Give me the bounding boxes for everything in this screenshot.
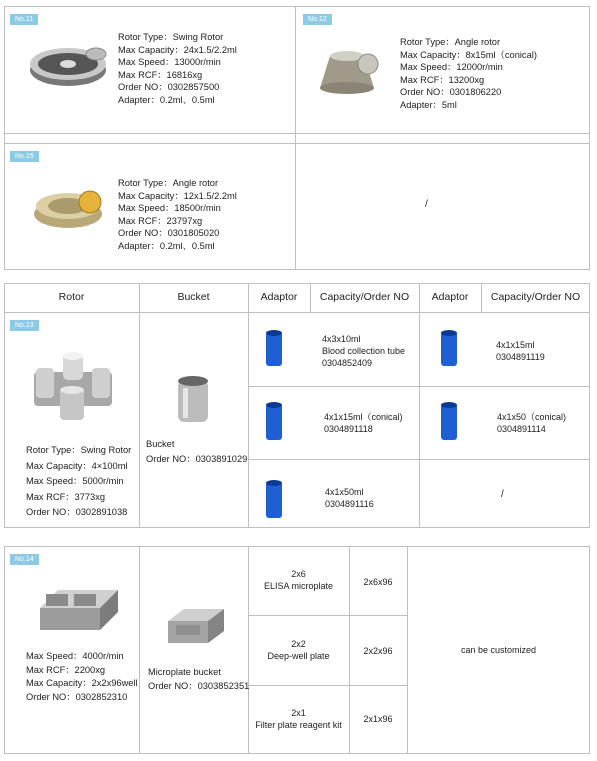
empty-slot: / xyxy=(425,199,428,210)
adaptor-capacity xyxy=(325,486,374,510)
divider xyxy=(419,283,420,528)
spec-line: Rotor Type：Angle rotor xyxy=(118,178,219,188)
swing-rotor-24-image xyxy=(28,40,108,90)
spec-line: Max Speed：18500r/min xyxy=(118,203,221,213)
blue-adaptor-icon xyxy=(264,400,284,442)
bucket-specs xyxy=(146,437,247,467)
plate-name: Filter plate reagent kit xyxy=(255,720,342,730)
rotor-14-specs xyxy=(26,650,138,704)
spec-line: Rotor Type：Swing Rotor xyxy=(26,445,132,455)
plate-name: Deep-well plate xyxy=(267,651,330,661)
divider xyxy=(248,459,590,460)
spec-line: Order NO：0302852310 xyxy=(26,691,128,702)
spec-line: Rotor Type：Swing Rotor xyxy=(118,32,224,42)
rotor-12-specs xyxy=(400,36,537,111)
capacity-line: 4x1x15ml（conical) xyxy=(324,412,403,422)
rotor-11-specs xyxy=(118,31,237,106)
divider xyxy=(248,386,590,387)
order-line: 0304891114 xyxy=(497,424,546,434)
rotor-13-badge: No.13 xyxy=(10,320,39,331)
adaptor-capacity xyxy=(324,411,403,435)
spec-line: Adapter：0.2ml、0.5ml xyxy=(118,240,215,251)
adaptor-capacity xyxy=(496,339,545,363)
adaptor-capacity xyxy=(322,333,405,369)
blue-adaptor-icon xyxy=(439,400,459,442)
capacity-line: 4x3x10ml xyxy=(322,334,361,344)
spec-line: Max Speed：4000r/min xyxy=(26,651,124,661)
spec-line: Max Speed：13000r/min xyxy=(118,57,221,67)
divider xyxy=(139,283,140,528)
rotor-12-badge: No.12 xyxy=(303,14,332,25)
header-adaptor: Adaptor xyxy=(260,291,298,303)
microplate-bucket-specs xyxy=(148,665,249,693)
divider xyxy=(248,283,249,528)
header-capacity: Capacity/Order NO xyxy=(490,291,581,303)
plate-count: 2x6 xyxy=(291,569,306,579)
order-line: 0304852409 xyxy=(322,358,373,368)
spec-line: Max Capacity：2x2x96well xyxy=(26,678,138,688)
spec-line: Max RCF：23797xg xyxy=(118,215,203,226)
capacity-line: Blood collection tube xyxy=(322,346,406,356)
bucket-name: Microplate bucket xyxy=(148,667,221,677)
blue-adaptor-icon xyxy=(264,328,284,368)
bucket-order: Order NO：0303891029 xyxy=(146,454,248,464)
bucket-image xyxy=(175,374,211,424)
plate-count: 2x1 xyxy=(291,708,306,718)
plate-capacity: 2x6x96 xyxy=(363,577,393,587)
header-rotor: Rotor xyxy=(58,291,85,303)
rotor-11-badge: No.11 xyxy=(10,14,38,25)
capacity-line: 4x1x50（conical) xyxy=(497,412,567,422)
divider xyxy=(4,133,590,134)
angle-rotor-12-image xyxy=(30,182,106,232)
capacity-line: 4x1x15ml xyxy=(496,340,535,350)
angle-rotor-8-image xyxy=(312,42,382,94)
header-bucket: Bucket xyxy=(177,291,210,303)
plate-rotor-image xyxy=(36,584,122,634)
order-line: 0304891119 xyxy=(496,352,545,362)
spec-line: Max Speed：5000r/min xyxy=(26,476,124,486)
spec-line: Max RCF：3773xg xyxy=(26,491,106,502)
spec-line: Rotor Type：Angle rotor xyxy=(400,37,501,47)
spec-line: Max Capacity：12x1.5/2.2ml xyxy=(118,190,237,201)
divider xyxy=(248,685,407,686)
capacity-line: 4x1x50ml xyxy=(325,487,364,497)
spec-line: Max Speed：12000r/min xyxy=(400,62,503,72)
divider xyxy=(4,143,590,144)
bucket-order: Order NO：0303852351 xyxy=(148,681,250,691)
plate-capacity: 2x1x96 xyxy=(363,714,393,724)
plate-type xyxy=(248,568,349,592)
customization-note: can be customized xyxy=(460,645,537,655)
divider xyxy=(295,6,296,270)
plate-type xyxy=(248,707,349,731)
adaptor-capacity xyxy=(497,411,566,435)
plate-type xyxy=(248,638,349,662)
rotor-15-specs xyxy=(118,177,237,252)
divider xyxy=(4,312,590,313)
spec-line: Max RCF：13200xg xyxy=(400,74,485,85)
divider xyxy=(248,615,407,616)
blue-adaptor-icon xyxy=(264,478,284,520)
header-capacity: Capacity/Order NO xyxy=(319,291,410,303)
order-line: 0304891118 xyxy=(324,424,373,434)
spec-line: Adapter：0.2ml、0.5ml xyxy=(118,94,215,105)
spec-line: Max Capacity：24x1.5/2.2ml xyxy=(118,44,237,55)
empty-cell: / xyxy=(501,489,504,500)
swing-rotor-4-image xyxy=(30,350,116,422)
microplate-bucket-image xyxy=(166,605,226,647)
rotor-15-badge: No.15 xyxy=(10,151,39,162)
spec-line: Max RCF：16816xg xyxy=(118,69,203,80)
spec-line: Order NO：0302857500 xyxy=(118,82,220,92)
spec-line: Order NO：0301805020 xyxy=(118,228,220,238)
plate-count: 2x2 xyxy=(291,639,306,649)
spec-line: Max Capacity：4×100ml xyxy=(26,460,128,471)
plate-name: ELISA microplate xyxy=(263,581,334,591)
spec-line: Max RCF：2200xg xyxy=(26,664,106,675)
rotor-14-badge: No.14 xyxy=(10,554,39,565)
bucket-name: Bucket xyxy=(146,439,175,449)
spec-line: Max Capacity：8x15ml（conical) xyxy=(400,49,537,60)
rotor-13-specs xyxy=(26,443,131,521)
blue-adaptor-icon xyxy=(439,328,459,368)
spec-line: Order NO：0301806220 xyxy=(400,87,502,97)
spec-line: Order NO：0302891038 xyxy=(26,507,128,517)
order-line: 0304891116 xyxy=(325,499,374,509)
divider xyxy=(139,546,140,754)
plate-capacity: 2x2x96 xyxy=(363,646,393,656)
spec-line: Adapter：5ml xyxy=(400,99,457,110)
header-adaptor: Adaptor xyxy=(431,291,469,303)
